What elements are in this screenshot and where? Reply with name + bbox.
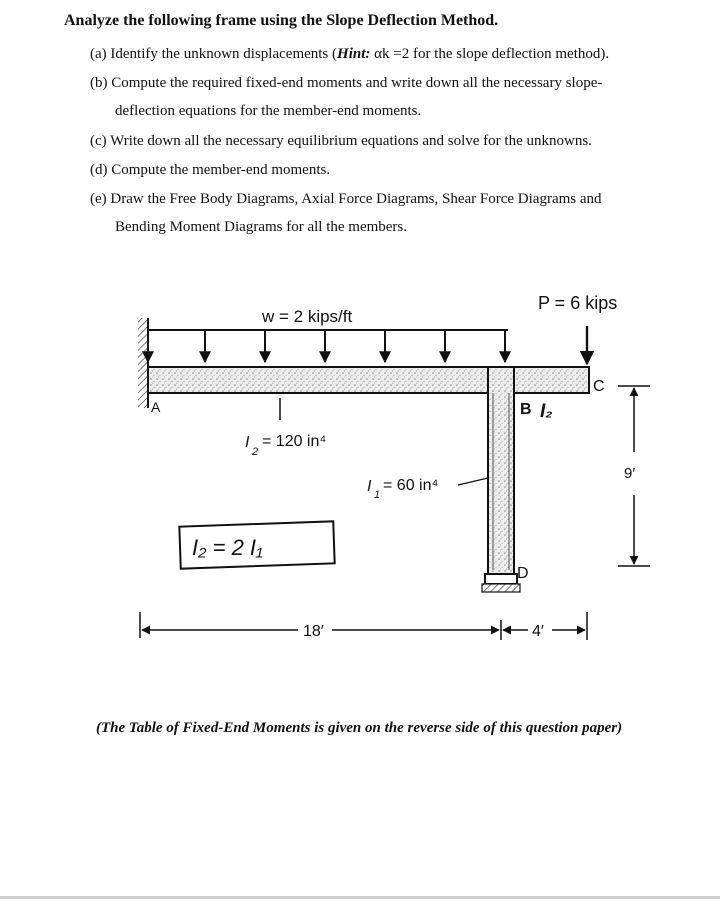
joint-c-label: C [593, 378, 605, 395]
i1-leader [458, 478, 488, 485]
joint-d-label: D [517, 565, 529, 582]
part-a-label: (a) [90, 46, 107, 62]
part-e [90, 190, 602, 209]
part-b-continued: deflection equations for the member-end moments. [115, 103, 422, 119]
i2-subscript: 2 [252, 446, 259, 458]
part-c-text: Write down all the necessary equilibrium equations and solve for the unknowns. [110, 133, 592, 149]
column-bd [488, 367, 514, 574]
part-b-label: (b) [90, 75, 108, 91]
dim-4-label: 4′ [532, 623, 544, 640]
part-a [90, 45, 609, 64]
part-b-text: Compute the required fixed-end moments and write down all the necessary slope- [111, 75, 603, 91]
part-e-label: (e) [90, 191, 107, 207]
pin-support-d [485, 574, 517, 584]
joint-b-label: B [520, 401, 532, 418]
part-a-hint: Hint: [337, 46, 371, 62]
load-w-label: w = 2 kips/ft [262, 307, 353, 326]
bottom-rule [0, 896, 720, 899]
i2-symbol: I [245, 434, 250, 451]
footer-note: (The Table of Fixed-End Moments is given on the reverse side of this question paper) [96, 720, 623, 736]
dim-9-label: 9′ [624, 465, 636, 482]
joint-a-label: A [151, 399, 161, 415]
part-a-text-post: αk =2 for the slope deflection method). [370, 46, 610, 62]
relation-text: I₂ = 2 I₁ [192, 535, 263, 560]
beam-i2-label: I₂ [540, 401, 553, 422]
fixed-support-a [138, 318, 148, 408]
part-d-label: (d) [90, 162, 108, 178]
question-title: Analyze the following frame using the Slope Deflection Method. [64, 12, 499, 29]
part-a-text-pre: Identify the unknown displacements ( [110, 46, 338, 62]
part-c [90, 132, 592, 151]
pin-support-base [482, 584, 520, 592]
part-e-continued: Bending Moment Diagrams for all the members. [115, 219, 408, 235]
part-d-text: Compute the member-end moments. [111, 162, 331, 178]
i1-symbol: I [367, 478, 372, 495]
dim-18-label: 18′ [303, 623, 324, 640]
i2-value: = 120 in⁴ [262, 433, 327, 450]
part-c-label: (c) [90, 133, 107, 149]
part-e-text: Draw the Free Body Diagrams, Axial Force Diagrams, Shear Force Diagrams and [110, 191, 602, 207]
beam-abc [148, 367, 589, 393]
udl-arrows [148, 330, 505, 362]
i1-subscript: 1 [374, 489, 381, 501]
load-p-label: P = 6 kips [538, 293, 618, 313]
part-d [90, 161, 330, 180]
frame-diagram [0, 270, 720, 650]
i1-value: = 60 in⁴ [383, 477, 439, 494]
part-b [90, 74, 602, 93]
